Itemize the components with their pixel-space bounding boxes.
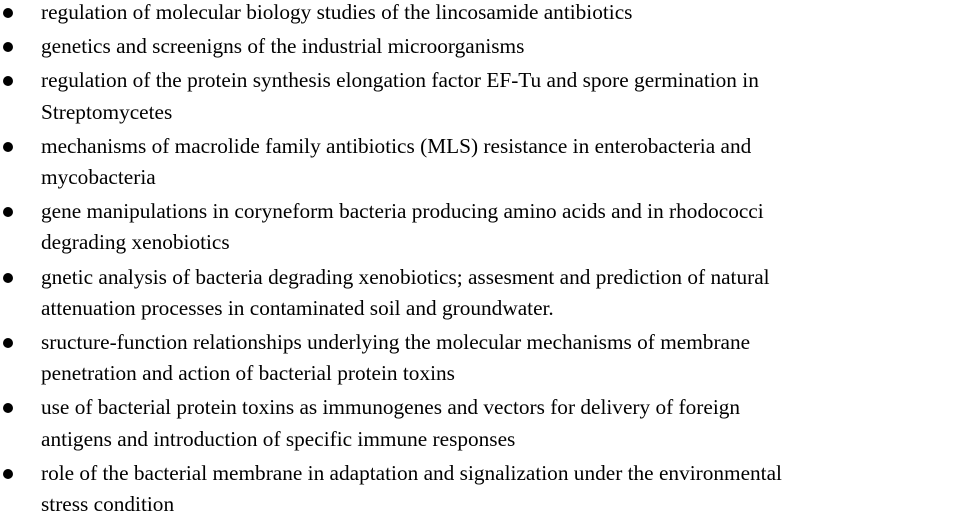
bullet-icon — [3, 469, 13, 479]
bullet-icon — [3, 142, 13, 152]
list-item — [0, 31, 960, 62]
list-item-text-line: gene manipulations in coryneform bacteria producing amino acids and in rhodococci — [41, 199, 764, 224]
bullet-icon — [3, 42, 13, 52]
bullet-icon — [3, 76, 13, 86]
list-item-text-line: role of the bacterial membrane in adaptation and signalization under the environmental — [41, 460, 782, 485]
list-item-text-line: genetics and screenigns of the industrial microorganisms — [41, 34, 525, 59]
list-item-text-line: use of bacterial protein toxins as immunogenes and vectors for delivery of foreign — [41, 395, 741, 420]
list-item-text-line: stress condition — [41, 492, 175, 517]
list-item — [0, 196, 960, 258]
list-item-text-line: regulation of the protein synthesis elongation factor EF-Tu and spore germination in — [41, 68, 759, 93]
list-item — [0, 65, 960, 127]
bullet-icon — [3, 273, 13, 283]
bullet-icon — [3, 338, 13, 348]
list-item-text-line: sructure-function relationships underlying the molecular mechanisms of membrane — [41, 330, 751, 355]
list-item-text-line: mycobacteria — [41, 165, 156, 190]
list-item-text-line: regulation of molecular biology studies of the lincosamide antibiotics — [41, 0, 633, 24]
list-item-text-line: gnetic analysis of bacteria degrading xenobiotics; assesment and prediction of natural — [41, 264, 770, 289]
list-item — [0, 327, 960, 389]
list-item — [0, 131, 960, 193]
list-item-text-line: attenuation processes in contaminated soil and groundwater. — [41, 295, 554, 320]
list-item — [0, 458, 960, 520]
list-item — [0, 262, 960, 324]
bullet-icon — [3, 403, 13, 413]
list-item-text-line: penetration and action of bacterial protein toxins — [41, 361, 455, 386]
list-item-text-line: mechanisms of macrolide family antibiotics (MLS) resistance in enterobacteria and — [41, 133, 752, 158]
list-item-text-line: degrading xenobiotics — [41, 230, 230, 255]
bullet-icon — [3, 8, 13, 18]
bullet-icon — [3, 207, 13, 217]
list-item — [0, 0, 960, 28]
list-item — [0, 392, 960, 454]
list-item-text-line: Streptomycetes — [41, 99, 173, 124]
list-item-text-line: antigens and introduction of specific immune responses — [41, 426, 516, 451]
